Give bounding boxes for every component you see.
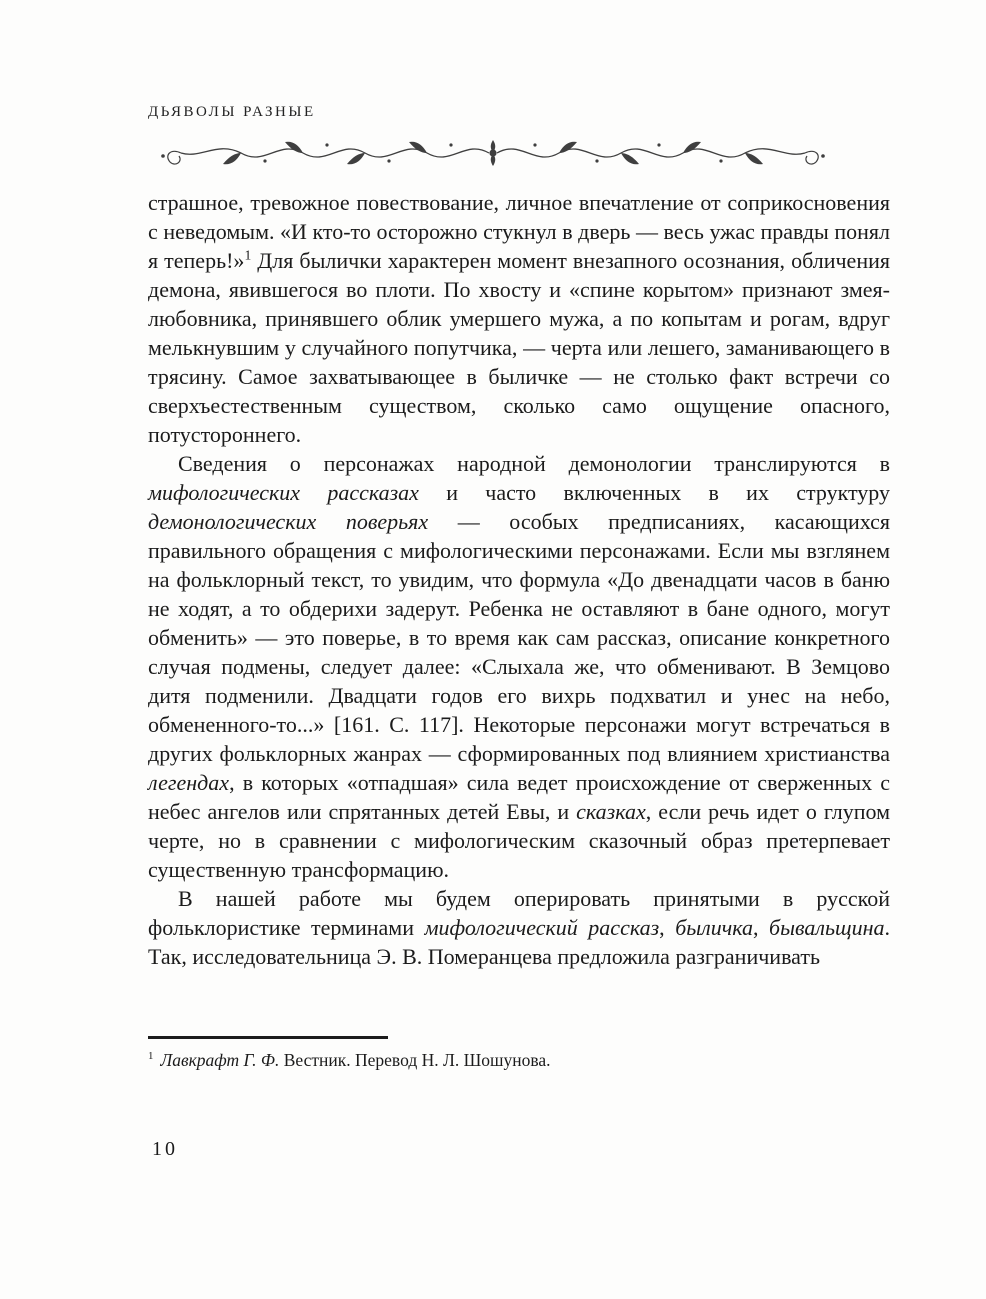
footnote-ref: 1 bbox=[244, 247, 252, 263]
text-run: В нашей работе мы будем оперировать принятыми в русской фольклористике терминами bbox=[148, 886, 890, 940]
italic-term: бывальщина bbox=[769, 915, 885, 940]
text-run: страшное, тревожное повествование, личное впечатление от соприкосновения с неведомым. «И кто-то осторожно стукнул в дверь — весь ужас правды понял я теперь!» bbox=[148, 190, 890, 273]
italic-term: мифологических рассказах bbox=[148, 480, 419, 505]
running-header: ДЬЯВОЛЫ РАЗНЫЕ bbox=[148, 104, 316, 120]
ornament-divider bbox=[123, 132, 863, 174]
footnote-separator bbox=[148, 1036, 388, 1039]
paragraph bbox=[148, 449, 890, 884]
text-run: , bbox=[753, 915, 770, 940]
footnote-block bbox=[148, 1036, 890, 1072]
body-text bbox=[148, 188, 890, 971]
footnote-ref: 1 bbox=[148, 1050, 154, 1063]
floral-flourish-icon bbox=[123, 132, 863, 174]
text-run: , если речь идет о глупом черте, но в сравнении с мифологическим сказочный образ претерпевает существенную трансформацию. bbox=[148, 799, 890, 882]
footnote-text bbox=[148, 1049, 890, 1072]
page-number: 10 bbox=[152, 1138, 178, 1160]
paragraph bbox=[148, 884, 890, 971]
italic-term: легендах bbox=[148, 770, 230, 795]
text-run: — особых предписаниях, касающихся правильного обращения с мифологическими персонажами. Если мы взглянем на фольклорный текст, то увидим, что формула «До двенадцати часов в баню не ходят, а то обдерихи задерут. Ребенка не оставляют в бане одного, могут обменить» — это поверье, в то время как сам рассказ, описание конкретного случая подмены, следует далее: «Слыхала же, что обменивают. В Земцово дитя подменили. Двадцати годов его вихрь подхватил и унес на небо, обмененного-то...» [161. С. 117]. Некоторые персонажи могут встречаться в других фольклорных жанрах — сформированных под влиянием христианства bbox=[148, 509, 891, 766]
italic-term: мифологический рассказ bbox=[424, 915, 660, 940]
italic-term: сказках bbox=[576, 799, 646, 824]
italic-term: Лавкрафт Г. Ф. bbox=[160, 1050, 280, 1070]
text-run: Для былички характерен момент внезапного осознания, обличения демона, явившегося во плоти. По хвосту и «спине корытом» признают змея-любовника, принявшего облик умершего мужа, а по копытам и рогам, вдруг мелькнувшим у случайного попутчика, — черта или лешего, заманивающего в трясину. Самое захватывающее в быличке — не столько факт встречи со сверхъестественным существом, сколько само ощущение опасного, потустороннего. bbox=[148, 248, 890, 447]
text-run: и часто включенных в их структуру bbox=[418, 480, 890, 505]
text-run: . Так, исследовательница Э. В. Померанцева предложила разграничивать bbox=[148, 915, 891, 969]
italic-term: демонологических поверьях bbox=[148, 509, 429, 534]
text-run: , в которых «отпадшая» сила ведет происхождение от сверженных с небес ангелов или спрятанных детей Евы, и bbox=[148, 770, 890, 824]
text-run: , bbox=[659, 915, 676, 940]
text-run: Сведения о персонажах народной демонологии транслируются в bbox=[178, 451, 890, 476]
paragraph bbox=[148, 188, 890, 449]
italic-term: быличка bbox=[675, 915, 753, 940]
text-run: Вестник. Перевод Н. Л. Шошунова. bbox=[279, 1050, 551, 1070]
